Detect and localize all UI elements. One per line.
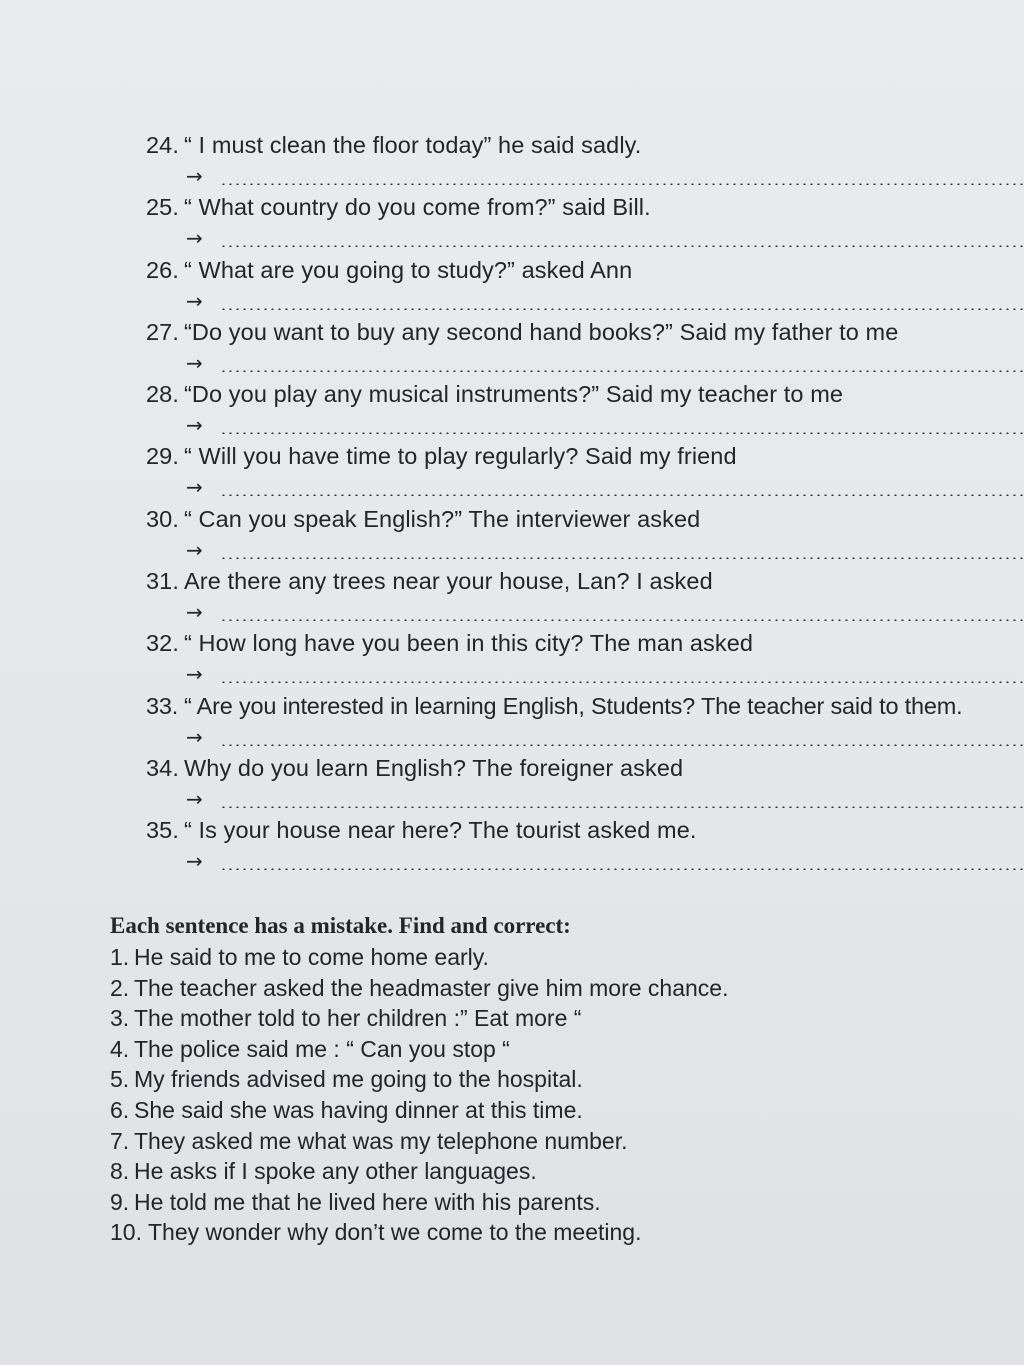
dotted-answer-space[interactable] bbox=[220, 619, 1024, 621]
dotted-answer-space[interactable] bbox=[220, 370, 1024, 372]
question-number: 35. bbox=[146, 817, 179, 844]
error-item-9 bbox=[110, 1187, 890, 1218]
question-sentence: “Do you want to buy any second hand books?” Said my father to me bbox=[184, 318, 899, 345]
arrow-icon: → bbox=[186, 226, 203, 251]
item-sentence: He told me that he lived here with his parents. bbox=[134, 1188, 601, 1215]
exercise-item-32 bbox=[146, 628, 1024, 690]
item-number: 3. bbox=[110, 1005, 130, 1032]
exercise-item-28 bbox=[146, 379, 1024, 441]
arrow-icon: → bbox=[186, 786, 203, 811]
dotted-answer-space[interactable] bbox=[220, 806, 1024, 808]
item-sentence: The teacher asked the headmaster give him more chance. bbox=[134, 974, 729, 1001]
item-number: 6. bbox=[110, 1096, 130, 1123]
question-number: 32. bbox=[146, 630, 179, 657]
answer-line[interactable] bbox=[186, 725, 1024, 749]
error-item-10 bbox=[110, 1217, 890, 1248]
item-number: 2. bbox=[110, 974, 130, 1001]
item-number: 9. bbox=[110, 1188, 130, 1215]
error-correction-exercise bbox=[110, 910, 890, 1248]
item-sentence: My friends advised me going to the hospital. bbox=[134, 1066, 583, 1093]
question-sentence: Are there any trees near your house, Lan? I asked bbox=[184, 568, 713, 595]
item-sentence: The police said me : “ Can you stop “ bbox=[134, 1035, 510, 1062]
dotted-answer-space[interactable] bbox=[220, 183, 1024, 185]
question-sentence: “Do you play any musical instruments?” Said my teacher to me bbox=[184, 381, 844, 408]
answer-line[interactable] bbox=[186, 662, 1024, 686]
answer-line[interactable] bbox=[186, 600, 1024, 624]
dotted-answer-space[interactable] bbox=[220, 494, 1024, 496]
exercise-item-35 bbox=[146, 815, 1024, 877]
answer-line[interactable] bbox=[186, 475, 1024, 499]
question-sentence: “ Is your house near here? The tourist asked me. bbox=[184, 817, 697, 844]
arrow-icon: → bbox=[186, 475, 203, 500]
answer-line[interactable] bbox=[186, 289, 1024, 313]
exercise-item-30 bbox=[146, 504, 1024, 566]
dotted-answer-space[interactable] bbox=[220, 557, 1024, 559]
question-sentence: “ How long have you been in this city? The man asked bbox=[184, 630, 754, 657]
exercise-item-31 bbox=[146, 566, 1024, 628]
question-text bbox=[146, 815, 697, 845]
answer-line[interactable] bbox=[186, 226, 1024, 250]
answer-line[interactable] bbox=[186, 164, 1024, 188]
answer-line[interactable] bbox=[186, 538, 1024, 562]
arrow-icon: → bbox=[186, 164, 203, 188]
answer-line[interactable] bbox=[186, 849, 1024, 873]
question-sentence: “ Are you interested in learning English, Students? The teacher said to them. bbox=[184, 692, 963, 719]
arrow-icon: → bbox=[186, 849, 203, 874]
dotted-answer-space[interactable] bbox=[220, 308, 1024, 310]
dotted-answer-space[interactable] bbox=[220, 432, 1024, 434]
error-item-8 bbox=[110, 1156, 890, 1187]
item-sentence: She said she was having dinner at this time. bbox=[134, 1096, 583, 1123]
section-heading: Each sentence has a mistake. Find and correct: bbox=[110, 913, 571, 938]
question-sentence: “ Will you have time to play regularly? Said my friend bbox=[184, 443, 737, 470]
question-text bbox=[146, 379, 843, 409]
error-item-4 bbox=[110, 1034, 890, 1065]
question-number: 26. bbox=[146, 256, 179, 283]
answer-line[interactable] bbox=[186, 413, 1024, 437]
arrow-icon: → bbox=[186, 600, 203, 625]
item-number: 4. bbox=[110, 1035, 130, 1062]
answer-line[interactable] bbox=[186, 787, 1024, 811]
item-sentence: They asked me what was my telephone number. bbox=[134, 1127, 628, 1154]
question-number: 34. bbox=[146, 754, 179, 781]
question-text bbox=[146, 441, 737, 471]
dotted-answer-space[interactable] bbox=[220, 744, 1024, 746]
arrow-icon: → bbox=[186, 662, 203, 687]
error-item-3 bbox=[110, 1003, 890, 1034]
question-text bbox=[146, 691, 962, 721]
question-sentence: “ Can you speak English?” The interviewer asked bbox=[184, 505, 701, 532]
item-number: 7. bbox=[110, 1127, 130, 1154]
question-text bbox=[146, 130, 641, 160]
arrow-icon: → bbox=[186, 288, 203, 313]
item-number: 10. bbox=[110, 1219, 142, 1246]
question-sentence: Why do you learn English? The foreigner asked bbox=[184, 754, 684, 781]
question-number: 31. bbox=[146, 568, 179, 595]
arrow-icon: → bbox=[186, 413, 203, 438]
error-item-5 bbox=[110, 1064, 890, 1095]
item-number: 8. bbox=[110, 1158, 130, 1185]
exercise-item-29 bbox=[146, 441, 1024, 503]
item-number: 5. bbox=[110, 1066, 130, 1093]
question-number: 33. bbox=[146, 692, 179, 719]
question-number: 28. bbox=[146, 381, 179, 408]
question-number: 27. bbox=[146, 318, 179, 345]
dotted-answer-space[interactable] bbox=[220, 245, 1024, 247]
exercise-item-34 bbox=[146, 753, 1024, 815]
error-item-7 bbox=[110, 1126, 890, 1157]
question-number: 25. bbox=[146, 194, 179, 221]
question-number: 30. bbox=[146, 505, 179, 532]
item-sentence: The mother told to her children :” Eat more “ bbox=[134, 1005, 582, 1032]
question-text bbox=[146, 255, 632, 285]
dotted-answer-space[interactable] bbox=[220, 681, 1024, 683]
question-sentence: “ What country do you come from?” said Bill. bbox=[184, 194, 651, 221]
arrow-icon: → bbox=[186, 537, 203, 562]
arrow-icon: → bbox=[186, 724, 203, 749]
exercise-item-24 bbox=[146, 130, 1024, 192]
item-sentence: They wonder why don’t we come to the meeting. bbox=[148, 1219, 642, 1246]
error-item-1 bbox=[110, 942, 890, 973]
question-number: 29. bbox=[146, 443, 179, 470]
question-number: 24. bbox=[146, 132, 179, 158]
exercise-item-25 bbox=[146, 192, 1024, 254]
exercise-item-26 bbox=[146, 255, 1024, 317]
item-number: 1. bbox=[110, 944, 130, 970]
reported-speech-exercise bbox=[146, 130, 1024, 878]
exercise-item-27 bbox=[146, 317, 1024, 379]
question-sentence: “ I must clean the floor today” he said sadly. bbox=[184, 132, 642, 158]
question-text bbox=[146, 566, 713, 596]
item-sentence: He asks if I spoke any other languages. bbox=[134, 1158, 537, 1185]
answer-line[interactable] bbox=[186, 351, 1024, 375]
question-text bbox=[146, 753, 683, 783]
question-sentence: “ What are you going to study?” asked Ann bbox=[184, 256, 633, 283]
question-text bbox=[146, 504, 700, 534]
error-item-2 bbox=[110, 973, 890, 1004]
question-text bbox=[146, 317, 898, 347]
arrow-icon: → bbox=[186, 350, 203, 375]
exercise-item-33 bbox=[146, 691, 1024, 753]
question-text bbox=[146, 192, 651, 222]
question-text bbox=[146, 628, 753, 658]
item-sentence: He said to me to come home early. bbox=[134, 944, 489, 970]
error-item-6 bbox=[110, 1095, 890, 1126]
dotted-answer-space[interactable] bbox=[220, 868, 1024, 870]
